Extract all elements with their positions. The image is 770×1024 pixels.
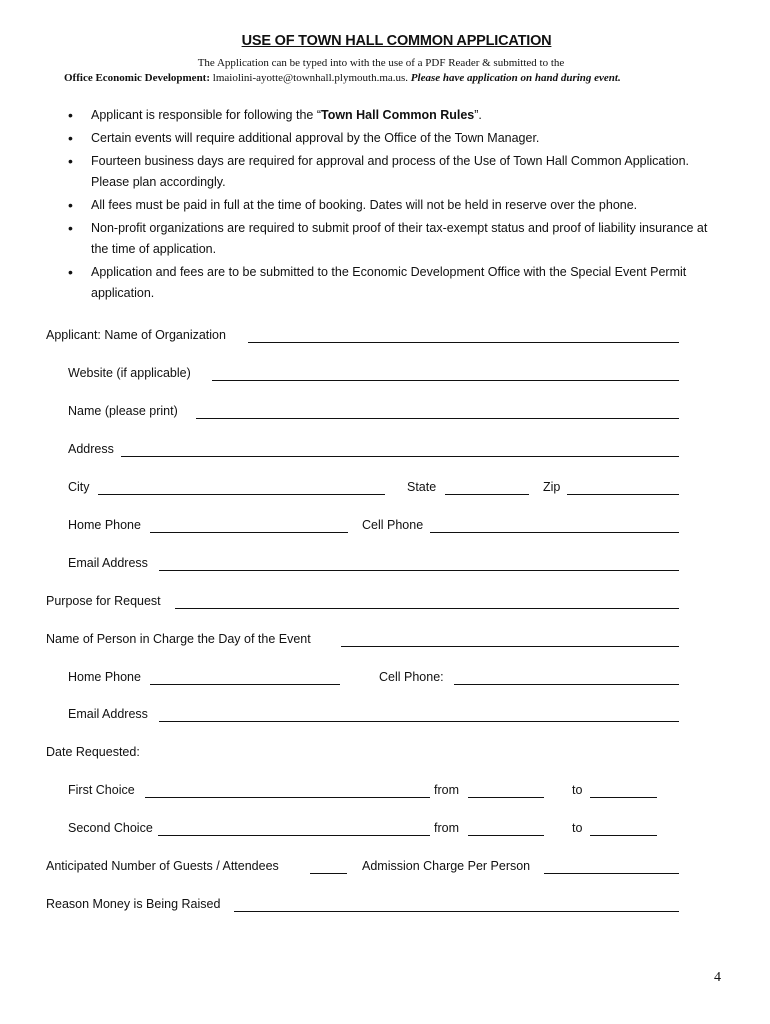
person-in-charge-row: [0, 632, 770, 650]
name-row: [0, 404, 770, 422]
second-to-label: to: [572, 821, 583, 835]
rule-item: • Applicant is responsible for following the “Town Hall Common Rules”.: [68, 105, 718, 126]
rules-list: [68, 105, 718, 306]
name-field[interactable]: [196, 418, 679, 419]
first-to-field[interactable]: [590, 797, 657, 798]
state-label: State: [407, 480, 437, 494]
org-name-field[interactable]: [248, 342, 679, 343]
home-phone-label-2: Home Phone: [68, 670, 141, 684]
reason-money-field[interactable]: [234, 911, 679, 912]
admission-label: Admission Charge Per Person: [362, 859, 531, 873]
event-notice: Please have application on hand during event.: [410, 72, 621, 84]
second-from-label: from: [434, 821, 459, 835]
first-to-label: to: [572, 783, 583, 797]
email-label: Email Address: [68, 556, 148, 570]
page-title: USE OF TOWN HALL COMMON APPLICATION: [241, 33, 552, 49]
email-row: [0, 556, 770, 574]
second-to-field[interactable]: [590, 835, 657, 836]
email-field-2[interactable]: [159, 721, 679, 722]
email-label-2: Email Address: [68, 707, 148, 721]
submission-contact: [64, 72, 744, 84]
name-label: Name (please print): [68, 404, 178, 418]
second-choice-date-field[interactable]: [158, 835, 430, 836]
first-from-field[interactable]: [468, 797, 544, 798]
website-row: [0, 366, 770, 384]
purpose-label: Purpose for Request: [46, 594, 161, 608]
guests-label: Anticipated Number of Guests / Attendees: [46, 859, 279, 873]
first-choice-date-field[interactable]: [145, 797, 430, 798]
purpose-field[interactable]: [175, 608, 679, 609]
city-field[interactable]: [98, 494, 385, 495]
org-name-label: Applicant: Name of Organization: [46, 328, 226, 342]
city-state-zip-row: [0, 480, 770, 498]
phone-row: [0, 518, 770, 536]
first-choice-row: [0, 783, 770, 801]
zip-label: Zip: [543, 480, 561, 494]
address-label: Address: [68, 442, 114, 456]
rule-item: • Fourteen business days are required for approval and process of the Use of Town Hall Common Application. Please plan accordingly.: [68, 151, 718, 193]
home-phone-label: Home Phone: [68, 518, 141, 532]
page-number: 4: [714, 970, 721, 985]
zip-field[interactable]: [567, 494, 679, 495]
website-field[interactable]: [212, 380, 679, 381]
website-label: Website (if applicable): [68, 366, 191, 380]
address-field[interactable]: [121, 456, 679, 457]
reason-money-row: [0, 897, 770, 915]
city-label: City: [68, 480, 90, 494]
rule-item: • All fees must be paid in full at the time of booking. Dates will not be held in reserve over the phone.: [68, 195, 718, 216]
reason-money-label: Reason Money is Being Raised: [46, 897, 221, 911]
guests-admission-row: [0, 859, 770, 877]
second-from-field[interactable]: [468, 835, 544, 836]
contact-email[interactable]: lmaiolini-ayotte@townhall.plymouth.ma.us.: [212, 72, 409, 84]
cell-phone-label-2: Cell Phone:: [379, 670, 444, 684]
rule-item: • Application and fees are to be submitted to the Economic Development Office with the Special Event Permit application.: [68, 262, 718, 304]
person-in-charge-label: Name of Person in Charge the Day of the Event: [46, 632, 311, 646]
admission-field[interactable]: [544, 873, 679, 874]
email-row-2: [0, 707, 770, 725]
first-from-label: from: [434, 783, 459, 797]
rule-item: • Certain events will require additional approval by the Office of the Town Manager.: [68, 128, 718, 149]
cell-phone-label: Cell Phone: [362, 518, 424, 532]
purpose-row: [0, 594, 770, 612]
first-choice-label: First Choice: [68, 783, 135, 797]
address-row: [0, 442, 770, 460]
org-name-row: [0, 328, 770, 346]
state-field[interactable]: [445, 494, 529, 495]
date-requested-row: [0, 745, 770, 763]
second-choice-row: [0, 821, 770, 839]
cell-phone-field-2[interactable]: [454, 684, 679, 685]
submission-instructions: The Application can be typed into with the use of a PDF Reader & submitted to the: [197, 57, 565, 69]
cell-phone-field[interactable]: [430, 532, 679, 533]
person-in-charge-field[interactable]: [341, 646, 679, 647]
home-phone-field[interactable]: [150, 532, 348, 533]
date-requested-label: Date Requested:: [46, 745, 140, 759]
guests-field[interactable]: [310, 873, 347, 874]
common-rules-reference: Town Hall Common Rules: [320, 108, 475, 122]
rule-item: • Non-profit organizations are required to submit proof of their tax-exempt status and proof of liability insurance at the time of application.: [68, 218, 718, 260]
phone-row-2: [0, 670, 770, 688]
home-phone-field-2[interactable]: [150, 684, 340, 685]
email-field[interactable]: [159, 570, 679, 571]
second-choice-label: Second Choice: [68, 821, 153, 835]
office-label: Office Economic Development:: [64, 72, 211, 84]
